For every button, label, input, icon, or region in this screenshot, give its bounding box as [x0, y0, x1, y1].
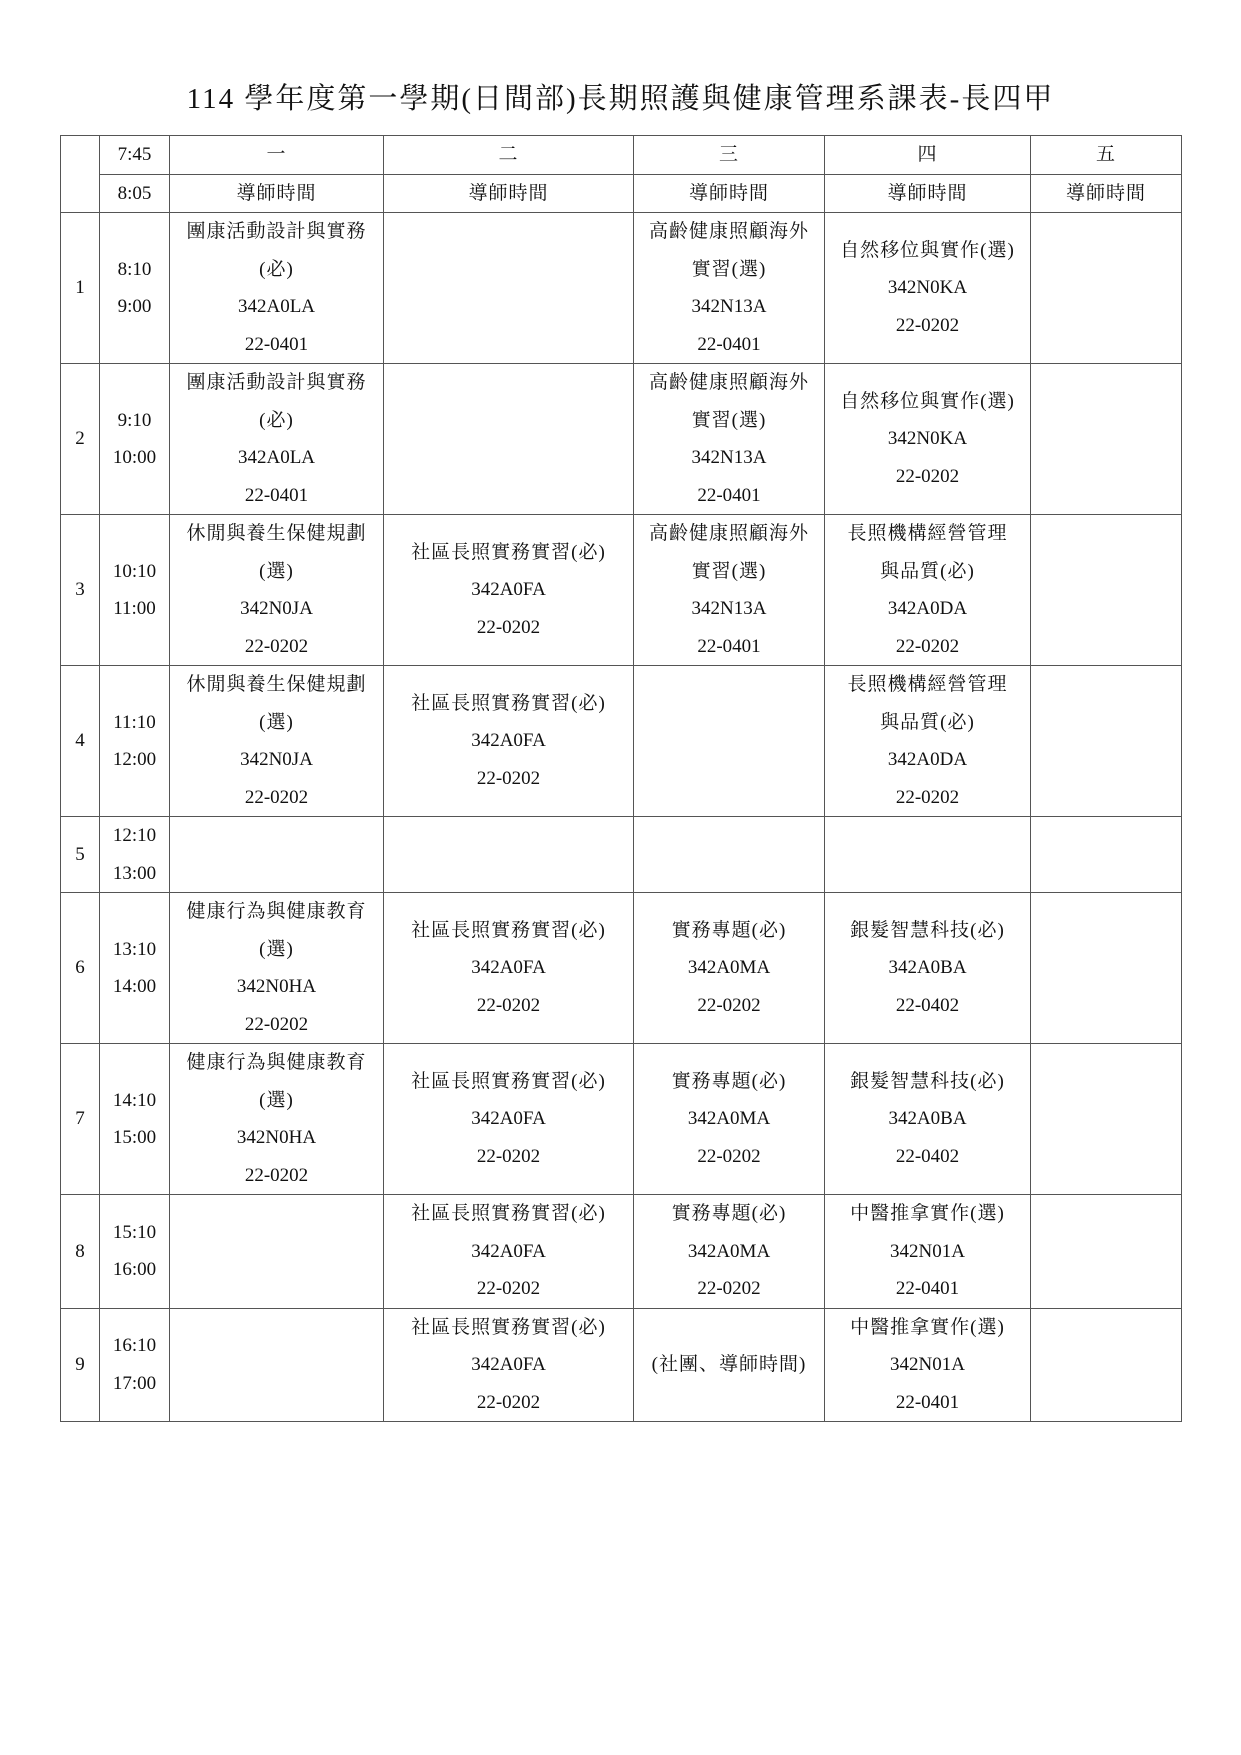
course-line: 22-0401: [895, 1278, 960, 1299]
course-line: 342A0MA: [687, 957, 771, 979]
course-line: 22-0401: [697, 635, 761, 657]
course-cell-fri: [1031, 1195, 1182, 1309]
page-title: 114 學年度第一學期(日間部)長期照護與健康管理系課表-長四甲: [186, 83, 1055, 115]
period-time: [100, 1044, 170, 1195]
course-line: 自然移位與實作(選): [840, 390, 1015, 412]
course-cell-mon: [170, 1044, 384, 1195]
course-cell-tue: [384, 1195, 634, 1309]
course-line: 長照機構經營管理: [847, 674, 1008, 695]
day-header-wed: 三: [634, 136, 825, 175]
period-number: 9: [61, 1308, 100, 1422]
course-line: 社區長照實務實習(必): [411, 1203, 606, 1224]
course-cell-wed: [634, 1308, 825, 1422]
course-line: (選): [259, 1089, 294, 1111]
period-time-start: 15:10: [112, 1221, 157, 1243]
period-time-start: 13:10: [112, 938, 157, 960]
course-line: 社區長照實務實習(必): [411, 692, 606, 714]
course-line: 高齡健康照顧海外: [648, 221, 809, 242]
day-header-mon: 一: [170, 136, 384, 175]
course-cell-tue: [384, 1044, 634, 1195]
course-line: 342N0KA: [887, 428, 968, 450]
course-line: 中醫推拿實作(選): [850, 1203, 1005, 1224]
course-line: 實務專題(必): [671, 1070, 787, 1092]
course-line: (必): [259, 258, 294, 280]
course-line: 實務專題(必): [671, 1203, 787, 1224]
course-cell-wed: [634, 1044, 825, 1195]
period-time-start: 9:10: [117, 409, 152, 431]
course-line: 22-0401: [244, 484, 309, 506]
course-line: 22-0202: [476, 1145, 541, 1167]
period-row: [61, 213, 1182, 364]
course-line: 342N13A: [691, 296, 767, 317]
period-time-start: 11:10: [113, 711, 156, 733]
course-line: 休閒與養生保健規劃: [186, 523, 367, 544]
period-time: [100, 1308, 170, 1422]
course-cell-thu: [825, 1195, 1031, 1309]
course-line: (選): [259, 560, 294, 582]
course-line: 342A0LA: [237, 296, 316, 317]
course-cell-fri: [1031, 666, 1182, 817]
period-time: [100, 515, 170, 666]
course-line: (選): [259, 711, 294, 733]
period-row: [61, 893, 1182, 1044]
course-line: 銀髮智慧科技(必): [850, 919, 1005, 941]
period-number: 1: [61, 213, 100, 364]
course-line: 22-0202: [244, 1164, 309, 1186]
course-line: 與品質(必): [880, 560, 975, 582]
course-cell-tue: [384, 515, 634, 666]
period-row: [61, 1195, 1182, 1309]
course-line: 社區長照實務實習(必): [411, 1316, 606, 1338]
course-line: 22-0202: [476, 994, 541, 1016]
course-cell-fri: [1031, 213, 1182, 364]
course-line: 22-0401: [697, 333, 761, 355]
course-line: 342N01A: [890, 1240, 965, 1262]
course-line: 342A0BA: [888, 1108, 967, 1130]
course-line: 實習(選): [691, 409, 767, 431]
period-time-start: 16:10: [112, 1335, 157, 1357]
course-line: 342N0JA: [240, 749, 313, 770]
course-line: 342A0LA: [237, 447, 316, 468]
period-time-end: 16:00: [112, 1259, 157, 1281]
course-line: 團康活動設計與實務: [186, 372, 367, 393]
course-line: 342N0KA: [887, 277, 968, 299]
course-cell-thu: [825, 817, 1031, 893]
course-cell-wed: [634, 364, 825, 515]
course-cell-wed: [634, 515, 825, 666]
tutor-cell-mon: 導師時間: [170, 174, 384, 213]
course-line: 實習(選): [691, 258, 767, 280]
course-line: 342N0HA: [236, 1127, 317, 1148]
period-row: [61, 1308, 1182, 1422]
course-cell-tue: [384, 666, 634, 817]
course-cell-fri: [1031, 364, 1182, 515]
tutor-row: [61, 174, 1182, 213]
course-cell-fri: [1031, 1044, 1182, 1195]
period-number: 3: [61, 515, 100, 666]
course-line: 休閒與養生保健規劃: [186, 674, 367, 695]
course-line: 22-0401: [697, 484, 761, 506]
course-cell-fri: [1031, 817, 1182, 893]
period-time-end: 9:00: [117, 296, 152, 317]
period-number: 8: [61, 1195, 100, 1309]
period-time: [100, 817, 170, 893]
course-line: 22-0202: [697, 1145, 761, 1167]
course-line: 22-0402: [895, 994, 960, 1016]
period-row: [61, 364, 1182, 515]
course-cell-mon: [170, 213, 384, 364]
course-cell-mon: [170, 364, 384, 515]
period-number: 6: [61, 893, 100, 1044]
course-cell-wed: [634, 1195, 825, 1309]
course-line: 高齡健康照顧海外: [648, 523, 809, 544]
period-time: [100, 666, 170, 817]
course-cell-tue: [384, 1308, 634, 1422]
course-line: 22-0202: [244, 786, 309, 808]
day-header-tue: 二: [384, 136, 634, 175]
course-cell-thu: [825, 364, 1031, 515]
course-line: 342N13A: [691, 598, 767, 619]
course-line: 社區長照實務實習(必): [411, 1070, 606, 1092]
course-line: 銀髮智慧科技(必): [850, 1070, 1005, 1092]
course-cell-tue: [384, 817, 634, 893]
course-line: 22-0202: [244, 635, 309, 657]
period-time: [100, 1195, 170, 1309]
header-row: [61, 136, 1182, 175]
course-cell-thu: [825, 1308, 1031, 1422]
tutor-cell-thu: 導師時間: [825, 174, 1031, 213]
period-time-end: 15:00: [112, 1127, 157, 1148]
course-line: 342N13A: [691, 447, 767, 468]
course-line: 342A0DA: [887, 749, 968, 770]
course-cell-mon: [170, 1195, 384, 1309]
course-cell-wed: [634, 213, 825, 364]
period-time-end: 13:00: [112, 862, 157, 884]
course-line: 22-0202: [476, 767, 541, 789]
day-header-fri: 五: [1031, 136, 1182, 175]
course-cell-thu: [825, 893, 1031, 1044]
course-line: 實習(選): [691, 560, 767, 582]
course-line: 22-0402: [895, 1145, 960, 1167]
course-line: 22-0202: [476, 1391, 541, 1413]
course-line: 22-0202: [476, 1278, 541, 1299]
course-cell-wed: [634, 893, 825, 1044]
tutor-cell-fri: 導師時間: [1031, 174, 1182, 213]
day-header-thu: 四: [825, 136, 1031, 175]
course-cell-tue: [384, 364, 634, 515]
course-cell-wed: [634, 817, 825, 893]
course-line: 團康活動設計與實務: [186, 221, 367, 242]
course-cell-mon: [170, 817, 384, 893]
course-cell-tue: [384, 213, 634, 364]
course-line: 342N0HA: [236, 976, 317, 997]
course-line: 342A0FA: [471, 957, 546, 979]
course-line: 342A0FA: [471, 1108, 546, 1130]
period-time: [100, 364, 170, 515]
period-number: 7: [61, 1044, 100, 1195]
course-line: 中醫推拿實作(選): [850, 1316, 1005, 1338]
period-time-end: 12:00: [112, 749, 157, 770]
course-line: 長照機構經營管理: [847, 523, 1008, 544]
period-time-start: 12:10: [112, 825, 157, 846]
course-cell-mon: [170, 1308, 384, 1422]
course-line: 342A0MA: [687, 1240, 771, 1262]
period-time: [100, 893, 170, 1044]
course-cell-thu: [825, 213, 1031, 364]
course-line: 與品質(必): [880, 711, 975, 733]
course-line: 342N01A: [890, 1354, 965, 1375]
period-row: [61, 515, 1182, 666]
course-line: 342A0DA: [887, 598, 968, 619]
course-line: 高齡健康照顧海外: [648, 372, 809, 393]
course-cell-mon: [170, 666, 384, 817]
course-line: 22-0202: [244, 1013, 309, 1035]
period-time-end: 14:00: [112, 976, 157, 997]
period-row: [61, 1044, 1182, 1195]
course-line: 22-0202: [895, 635, 960, 657]
course-line: 342A0FA: [471, 1354, 546, 1375]
course-cell-fri: [1031, 515, 1182, 666]
course-cell-wed: [634, 666, 825, 817]
period-number: 4: [61, 666, 100, 817]
course-line: (社團、導師時間): [651, 1354, 807, 1375]
course-line: (選): [259, 938, 294, 960]
course-line: 342A0FA: [471, 730, 546, 752]
period-time-start: 10:10: [112, 560, 157, 582]
course-cell-tue: [384, 893, 634, 1044]
course-line: 342A0BA: [888, 957, 967, 979]
course-cell-mon: [170, 515, 384, 666]
course-cell-thu: [825, 515, 1031, 666]
course-cell-mon: [170, 893, 384, 1044]
period-time-start: 8:10: [117, 258, 152, 280]
course-line: 22-0202: [697, 994, 761, 1016]
course-line: 實務專題(必): [671, 919, 787, 941]
course-line: (必): [259, 409, 294, 431]
period-time-end: 17:00: [112, 1372, 157, 1394]
course-line: 22-0202: [697, 1278, 761, 1299]
course-line: 342A0MA: [687, 1108, 771, 1130]
course-line: 22-0202: [895, 786, 960, 808]
time-end-cell: 8:05: [100, 174, 170, 213]
course-line: 22-0202: [895, 465, 960, 487]
course-line: 22-0202: [476, 616, 541, 638]
schedule-table: [60, 135, 1182, 1422]
course-line: 342N0JA: [240, 598, 313, 619]
course-cell-fri: [1031, 893, 1182, 1044]
course-line: 342A0FA: [471, 579, 546, 601]
period-time-end: 10:00: [112, 447, 157, 468]
course-cell-thu: [825, 666, 1031, 817]
course-cell-thu: [825, 1044, 1031, 1195]
course-line: 342A0FA: [471, 1240, 546, 1262]
period-row: [61, 666, 1182, 817]
corner-cell: [61, 136, 100, 213]
tutor-cell-tue: 導師時間: [384, 174, 634, 213]
course-cell-fri: [1031, 1308, 1182, 1422]
period-time: [100, 213, 170, 364]
course-line: 社區長照實務實習(必): [411, 541, 606, 563]
course-line: 健康行為與健康教育: [186, 901, 367, 922]
course-line: 22-0202: [895, 314, 960, 336]
course-line: 自然移位與實作(選): [840, 239, 1015, 261]
course-line: 社區長照實務實習(必): [411, 919, 606, 941]
time-start-cell: 7:45: [100, 136, 170, 175]
course-line: 22-0401: [895, 1391, 960, 1413]
course-line: 22-0401: [244, 333, 309, 355]
period-number: 2: [61, 364, 100, 515]
period-row: [61, 817, 1182, 893]
period-time-start: 14:10: [112, 1089, 157, 1111]
course-line: 健康行為與健康教育: [186, 1052, 367, 1073]
period-time-end: 11:00: [113, 598, 156, 619]
period-number: 5: [61, 817, 100, 893]
tutor-cell-wed: 導師時間: [634, 174, 825, 213]
